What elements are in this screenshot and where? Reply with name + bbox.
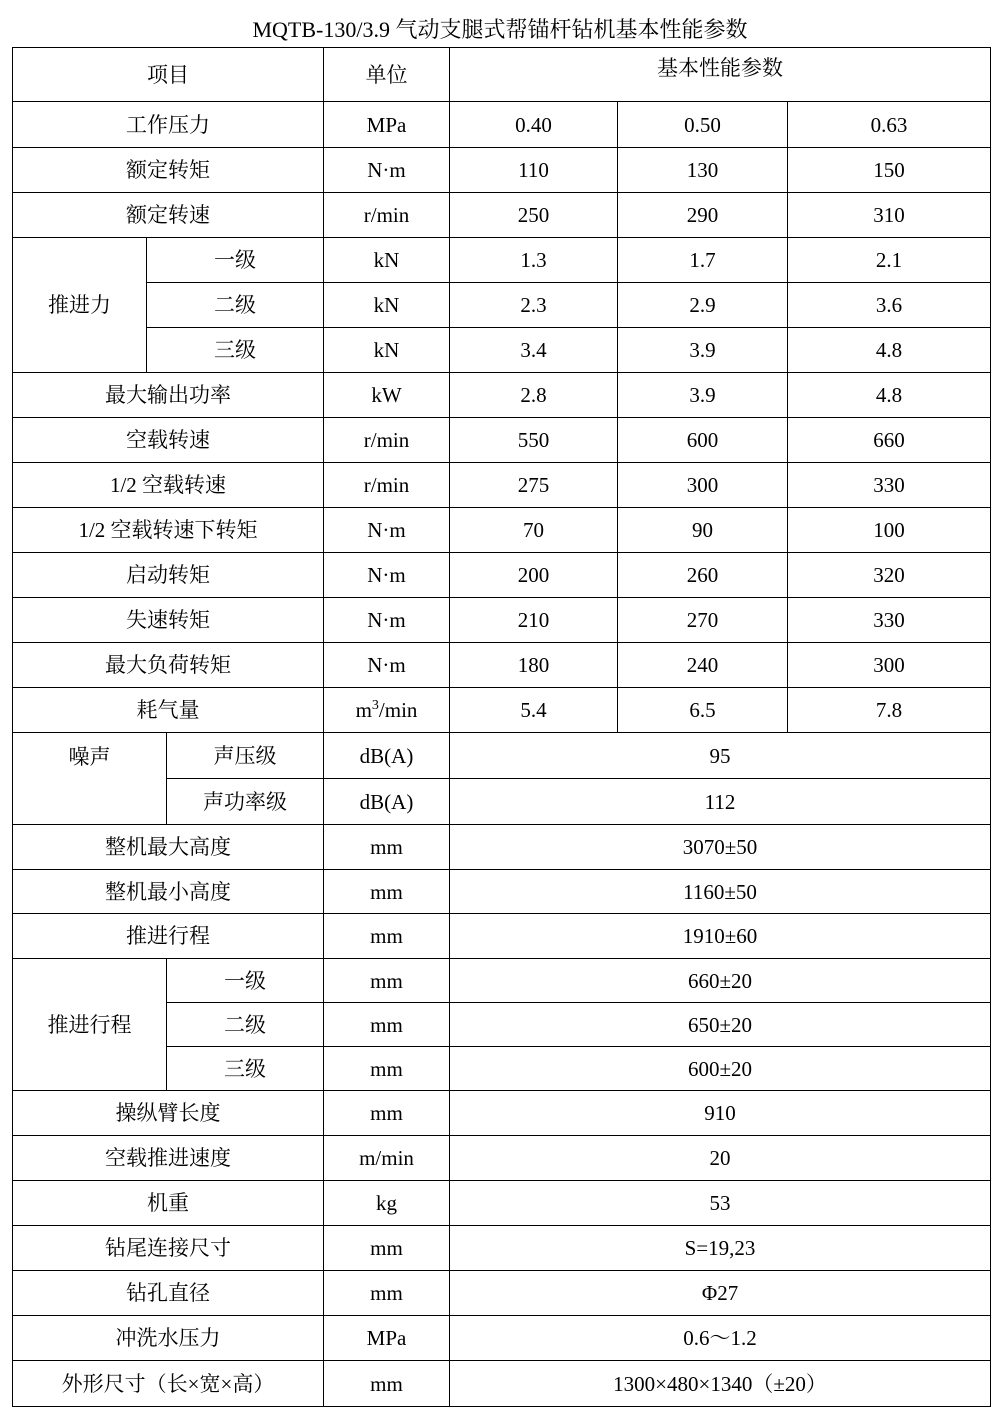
table-row bbox=[13, 1091, 991, 1136]
row-label: 1/2 空载转速 bbox=[13, 463, 324, 508]
row-value: 2.1 bbox=[788, 238, 991, 283]
row-unit: dB(A) bbox=[324, 779, 450, 825]
row-value: 290 bbox=[618, 193, 788, 238]
row-value: 6.5 bbox=[618, 688, 788, 733]
table-row bbox=[13, 373, 991, 418]
sub-label: 三级 bbox=[167, 1047, 324, 1091]
row-label: 钻尾连接尺寸 bbox=[13, 1226, 324, 1271]
row-unit: kN bbox=[324, 283, 450, 328]
row-label: 额定转速 bbox=[13, 193, 324, 238]
row-value: 300 bbox=[788, 643, 991, 688]
table-row bbox=[13, 102, 991, 148]
row-label: 外形尺寸（长×宽×高） bbox=[13, 1361, 324, 1407]
row-value: 200 bbox=[450, 553, 618, 598]
row-value: 130 bbox=[618, 148, 788, 193]
row-value: 660±20 bbox=[450, 959, 991, 1003]
table-row bbox=[13, 598, 991, 643]
row-value: 150 bbox=[788, 148, 991, 193]
row-value: 100 bbox=[788, 508, 991, 553]
document-title: MQTB-130/3.9 气动支腿式帮锚杆钻机基本性能参数 bbox=[252, 17, 748, 42]
row-label: 最大输出功率 bbox=[13, 373, 324, 418]
table-row bbox=[13, 733, 991, 779]
row-unit: mm bbox=[324, 825, 450, 870]
row-label: 额定转矩 bbox=[13, 148, 324, 193]
row-unit: mm bbox=[324, 1361, 450, 1407]
table-row bbox=[13, 1316, 991, 1361]
table-row bbox=[13, 914, 991, 959]
row-value: 5.4 bbox=[450, 688, 618, 733]
row-unit: kW bbox=[324, 373, 450, 418]
row-value: 3.6 bbox=[788, 283, 991, 328]
header-unit: 单位 bbox=[324, 48, 450, 102]
row-unit: kN bbox=[324, 328, 450, 373]
row-unit: r/min bbox=[324, 463, 450, 508]
row-unit: mm bbox=[324, 1091, 450, 1136]
table-row bbox=[13, 688, 991, 733]
row-value: 650±20 bbox=[450, 1003, 991, 1047]
table-row bbox=[13, 1226, 991, 1271]
row-unit: dB(A) bbox=[324, 733, 450, 779]
row-value: 4.8 bbox=[788, 328, 991, 373]
row-label: 推进行程 bbox=[13, 914, 324, 959]
row-value: 1160±50 bbox=[450, 870, 991, 914]
row-value: 70 bbox=[450, 508, 618, 553]
row-label: 工作压力 bbox=[13, 102, 324, 148]
row-value: 1910±60 bbox=[450, 914, 991, 959]
table-row bbox=[13, 148, 991, 193]
row-label: 1/2 空载转速下转矩 bbox=[13, 508, 324, 553]
row-value: 3.9 bbox=[618, 328, 788, 373]
row-value: 95 bbox=[450, 733, 991, 779]
spec-table bbox=[12, 47, 991, 1407]
table-row bbox=[13, 508, 991, 553]
row-value: 660 bbox=[788, 418, 991, 463]
row-unit: mm bbox=[324, 1226, 450, 1271]
row-value: 300 bbox=[618, 463, 788, 508]
row-unit bbox=[324, 688, 450, 733]
row-unit: mm bbox=[324, 1271, 450, 1316]
sub-label: 声功率级 bbox=[167, 779, 324, 825]
row-unit: mm bbox=[324, 1047, 450, 1091]
row-unit: mm bbox=[324, 914, 450, 959]
sub-label: 一级 bbox=[147, 238, 324, 283]
row-value: 240 bbox=[618, 643, 788, 688]
unit-superscript: 3 bbox=[371, 698, 379, 713]
row-value: 3.4 bbox=[450, 328, 618, 373]
row-value: 180 bbox=[450, 643, 618, 688]
row-value: 4.8 bbox=[788, 373, 991, 418]
table-row bbox=[13, 238, 991, 283]
row-value: 550 bbox=[450, 418, 618, 463]
row-label: 空载转速 bbox=[13, 418, 324, 463]
row-value: 3.9 bbox=[618, 373, 788, 418]
row-unit: mm bbox=[324, 870, 450, 914]
row-unit: N·m bbox=[324, 148, 450, 193]
row-value: 2.3 bbox=[450, 283, 618, 328]
row-label: 冲洗水压力 bbox=[13, 1316, 324, 1361]
row-value: 0.50 bbox=[618, 102, 788, 148]
row-unit: r/min bbox=[324, 418, 450, 463]
row-value: 270 bbox=[618, 598, 788, 643]
row-value: 275 bbox=[450, 463, 618, 508]
row-label: 机重 bbox=[13, 1181, 324, 1226]
row-value: 320 bbox=[788, 553, 991, 598]
row-value: S=19,23 bbox=[450, 1226, 991, 1271]
row-value: 330 bbox=[788, 598, 991, 643]
group-label-thrust: 推进力 bbox=[13, 238, 147, 373]
sub-label: 三级 bbox=[147, 328, 324, 373]
row-label: 钻孔直径 bbox=[13, 1271, 324, 1316]
row-value: 90 bbox=[618, 508, 788, 553]
table-row bbox=[13, 463, 991, 508]
table-row bbox=[13, 1181, 991, 1226]
row-value: 1.7 bbox=[618, 238, 788, 283]
row-value: 910 bbox=[450, 1091, 991, 1136]
row-unit: N·m bbox=[324, 508, 450, 553]
header-params: 基本性能参数 bbox=[450, 48, 991, 102]
row-value: 2.8 bbox=[450, 373, 618, 418]
row-unit: r/min bbox=[324, 193, 450, 238]
row-value: 112 bbox=[450, 779, 991, 825]
table-row bbox=[13, 418, 991, 463]
row-label: 耗气量 bbox=[13, 688, 324, 733]
table-row bbox=[13, 328, 991, 373]
row-value: 2.9 bbox=[618, 283, 788, 328]
row-unit: kg bbox=[324, 1181, 450, 1226]
row-value: 3070±50 bbox=[450, 825, 991, 870]
table-row bbox=[13, 553, 991, 598]
sub-label: 声压级 bbox=[167, 733, 324, 779]
row-unit: MPa bbox=[324, 102, 450, 148]
row-unit: m/min bbox=[324, 1136, 450, 1181]
group-label-noise: 噪声 bbox=[13, 733, 167, 825]
table-row bbox=[13, 1136, 991, 1181]
row-label: 最大负荷转矩 bbox=[13, 643, 324, 688]
row-value: 20 bbox=[450, 1136, 991, 1181]
group-label-stroke: 推进行程 bbox=[13, 959, 167, 1091]
table-row bbox=[13, 825, 991, 870]
row-value: 330 bbox=[788, 463, 991, 508]
row-value: 53 bbox=[450, 1181, 991, 1226]
header-row bbox=[13, 48, 991, 102]
row-value: 600 bbox=[618, 418, 788, 463]
table-row bbox=[13, 870, 991, 914]
row-value: 210 bbox=[450, 598, 618, 643]
unit-base: m bbox=[355, 698, 372, 722]
row-label: 失速转矩 bbox=[13, 598, 324, 643]
row-value: 110 bbox=[450, 148, 618, 193]
row-value: 7.8 bbox=[788, 688, 991, 733]
row-value: 1300×480×1340（±20） bbox=[450, 1361, 991, 1407]
table-row bbox=[13, 1271, 991, 1316]
row-unit: mm bbox=[324, 959, 450, 1003]
row-value: 0.40 bbox=[450, 102, 618, 148]
row-unit: mm bbox=[324, 1003, 450, 1047]
sub-label: 二级 bbox=[147, 283, 324, 328]
row-value: 260 bbox=[618, 553, 788, 598]
row-label: 操纵臂长度 bbox=[13, 1091, 324, 1136]
sub-label: 二级 bbox=[167, 1003, 324, 1047]
table-row bbox=[13, 1361, 991, 1407]
row-value: 310 bbox=[788, 193, 991, 238]
row-unit: N·m bbox=[324, 553, 450, 598]
row-unit: MPa bbox=[324, 1316, 450, 1361]
row-label: 整机最小高度 bbox=[13, 870, 324, 914]
row-value: 600±20 bbox=[450, 1047, 991, 1091]
row-value: 0.63 bbox=[788, 102, 991, 148]
row-value: 1.3 bbox=[450, 238, 618, 283]
row-label: 整机最大高度 bbox=[13, 825, 324, 870]
sub-label: 一级 bbox=[167, 959, 324, 1003]
header-item: 项目 bbox=[13, 48, 324, 102]
row-value: 0.6～1.2 bbox=[450, 1316, 991, 1361]
table-row bbox=[13, 959, 991, 1003]
row-unit: kN bbox=[324, 238, 450, 283]
row-label: 空载推进速度 bbox=[13, 1136, 324, 1181]
row-label: 启动转矩 bbox=[13, 553, 324, 598]
row-unit: N·m bbox=[324, 643, 450, 688]
table-row bbox=[13, 283, 991, 328]
unit-tail: /min bbox=[378, 698, 418, 722]
table-row bbox=[13, 193, 991, 238]
table-row bbox=[13, 643, 991, 688]
row-value: 250 bbox=[450, 193, 618, 238]
row-unit: N·m bbox=[324, 598, 450, 643]
row-value: Φ27 bbox=[450, 1271, 991, 1316]
